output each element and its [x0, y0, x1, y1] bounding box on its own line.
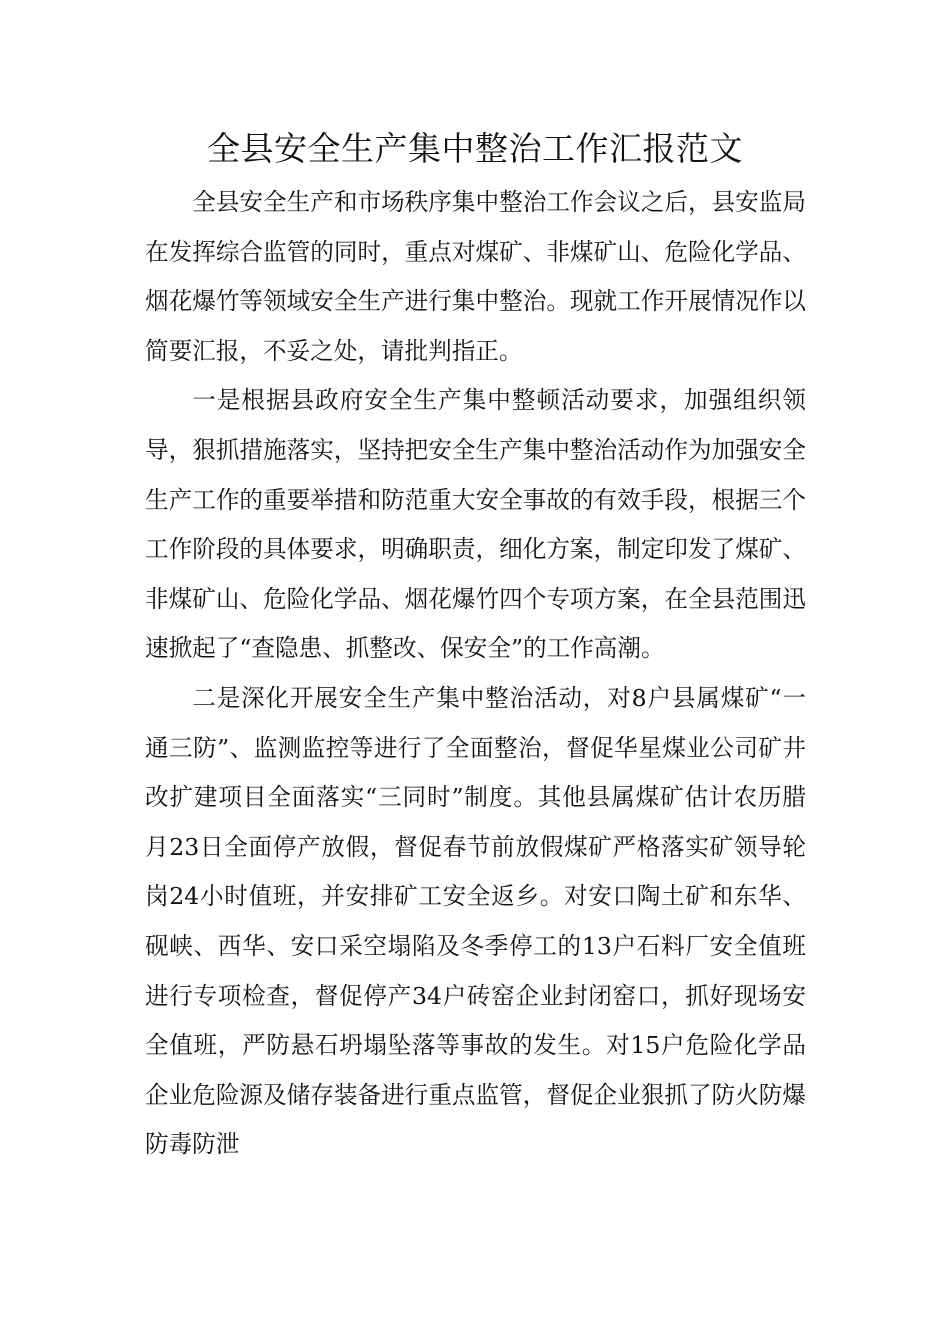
paragraph-two: 二是深化开展安全生产集中整治活动，对8户县属煤矿“一通三防”、监测监控等进行了全面整治，督促华星煤业公司矿井改扩建项目全面落实“三同时”制度。其他县属煤矿估计农历腊月23日全面停产放假，督促春节前放假煤矿严格落实矿领导轮岗24小时值班，并安排矿工安全返乡。对安口陶土矿和东华、砚峡、西华、安口采空塌陷及冬季停工的13户石料厂安全值班进行专项检查，督促停产34户砖窑企业封闭窑口，抓好现场安全值班，严防悬石坍塌坠落等事故的发生。对15户危险化学品企业危险源及储存装备进行重点监管，督促企业狠抓了防火防爆防毒防泄 [145, 683, 806, 1159]
paragraph-intro: 全县安全生产和市场秩序集中整治工作会议之后，县安监局在发挥综合监管的同时，重点对煤矿、非煤矿山、危险化学品、烟花爆竹等领域安全生产进行集中整治。现就工作开展情况作以简要汇报，不妥之处，请批判指正。 [145, 188, 806, 365]
document-title: 全县安全生产集中整治工作汇报范文 [207, 129, 743, 168]
document-body [145, 178, 806, 1170]
paragraph-one: 一是根据县政府安全生产集中整顿活动要求，加强组织领导，狠抓措施落实，坚持把安全生产集中整治活动作为加强安全生产工作的重要举措和防范重大安全事故的有效手段，根据三个工作阶段的具体要求，明确职责，细化方案，制定印发了煤矿、非煤矿山、危险化学品、烟花爆竹四个专项方案，在全县范围迅速掀起了“查隐患、抓整改、保安全”的工作高潮。 [145, 386, 806, 663]
